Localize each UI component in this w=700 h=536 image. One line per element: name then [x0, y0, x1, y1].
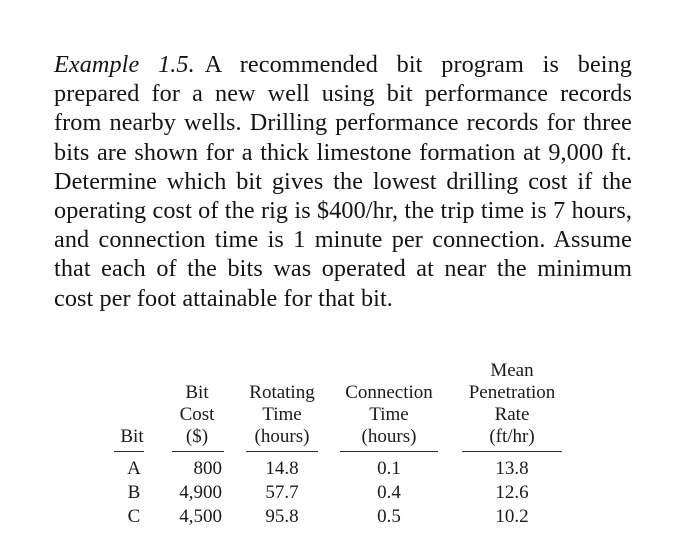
cell-connection-time: 0.4 — [377, 482, 401, 503]
header-rotating-line-2: Time — [262, 404, 302, 425]
rule-bit — [114, 451, 144, 452]
header-connection-line-3: (hours) — [361, 426, 417, 447]
example-paragraph — [54, 50, 632, 313]
rule-connection — [340, 451, 438, 452]
cell-cost: 4,900 — [179, 482, 222, 503]
header-bit-cost-line-3: ($) — [185, 426, 209, 447]
header-rate-line-2: Penetration — [468, 382, 556, 403]
cell-rotating-time: 57.7 — [265, 482, 299, 503]
cell-bit: A — [127, 458, 141, 479]
header-connection-time — [334, 382, 444, 448]
cell-connection-time: 0.1 — [377, 458, 401, 479]
cell-penetration-rate: 13.8 — [495, 458, 529, 479]
header-rotating-time — [236, 382, 328, 448]
cell-penetration-rate: 10.2 — [495, 506, 529, 527]
header-connection-line-1: Connection — [345, 382, 433, 403]
header-penetration-rate — [454, 360, 570, 448]
rule-rotating — [246, 451, 318, 452]
cell-bit: B — [127, 482, 141, 503]
cell-bit: C — [127, 506, 141, 527]
header-bit-cost-line-2: Cost — [179, 404, 215, 425]
cell-connection-time: 0.5 — [377, 506, 401, 527]
header-bit-line-1: Bit — [120, 426, 144, 447]
header-bit — [112, 426, 152, 448]
example-label: Example 1.5. — [54, 51, 195, 78]
rule-rate — [462, 451, 562, 452]
header-bit-cost-line-1: Bit — [185, 382, 209, 403]
header-rate-line-1: Mean — [490, 360, 534, 381]
header-rotating-line-3: (hours) — [254, 426, 310, 447]
cell-penetration-rate: 12.6 — [495, 482, 529, 503]
cell-rotating-time: 14.8 — [265, 458, 299, 479]
cell-cost: 4,500 — [179, 506, 222, 527]
cell-cost: 800 — [193, 458, 222, 479]
rule-cost — [172, 451, 224, 452]
cell-rotating-time: 95.8 — [265, 506, 299, 527]
example-text: A recommended bit program is being prepared for a new well using bit performance records from nearby wells. Drilling performance records for three bits are shown for a thick limestone formation at 9,000 ft. Determine which bit gives the lowest drilling cost if the operating cost of the rig is $400/hr, the trip time is 7 hours, and connection time is 1 minute per connection. Assume that each of the bits was operated at near the minimum cost per foot attainable for that bit. — [54, 51, 633, 312]
header-bit-cost — [164, 382, 230, 448]
header-connection-line-2: Time — [369, 404, 409, 425]
header-rotating-line-1: Rotating — [249, 382, 315, 403]
header-rate-line-3: Rate — [494, 404, 530, 425]
header-rate-line-4: (ft/hr) — [489, 426, 535, 447]
